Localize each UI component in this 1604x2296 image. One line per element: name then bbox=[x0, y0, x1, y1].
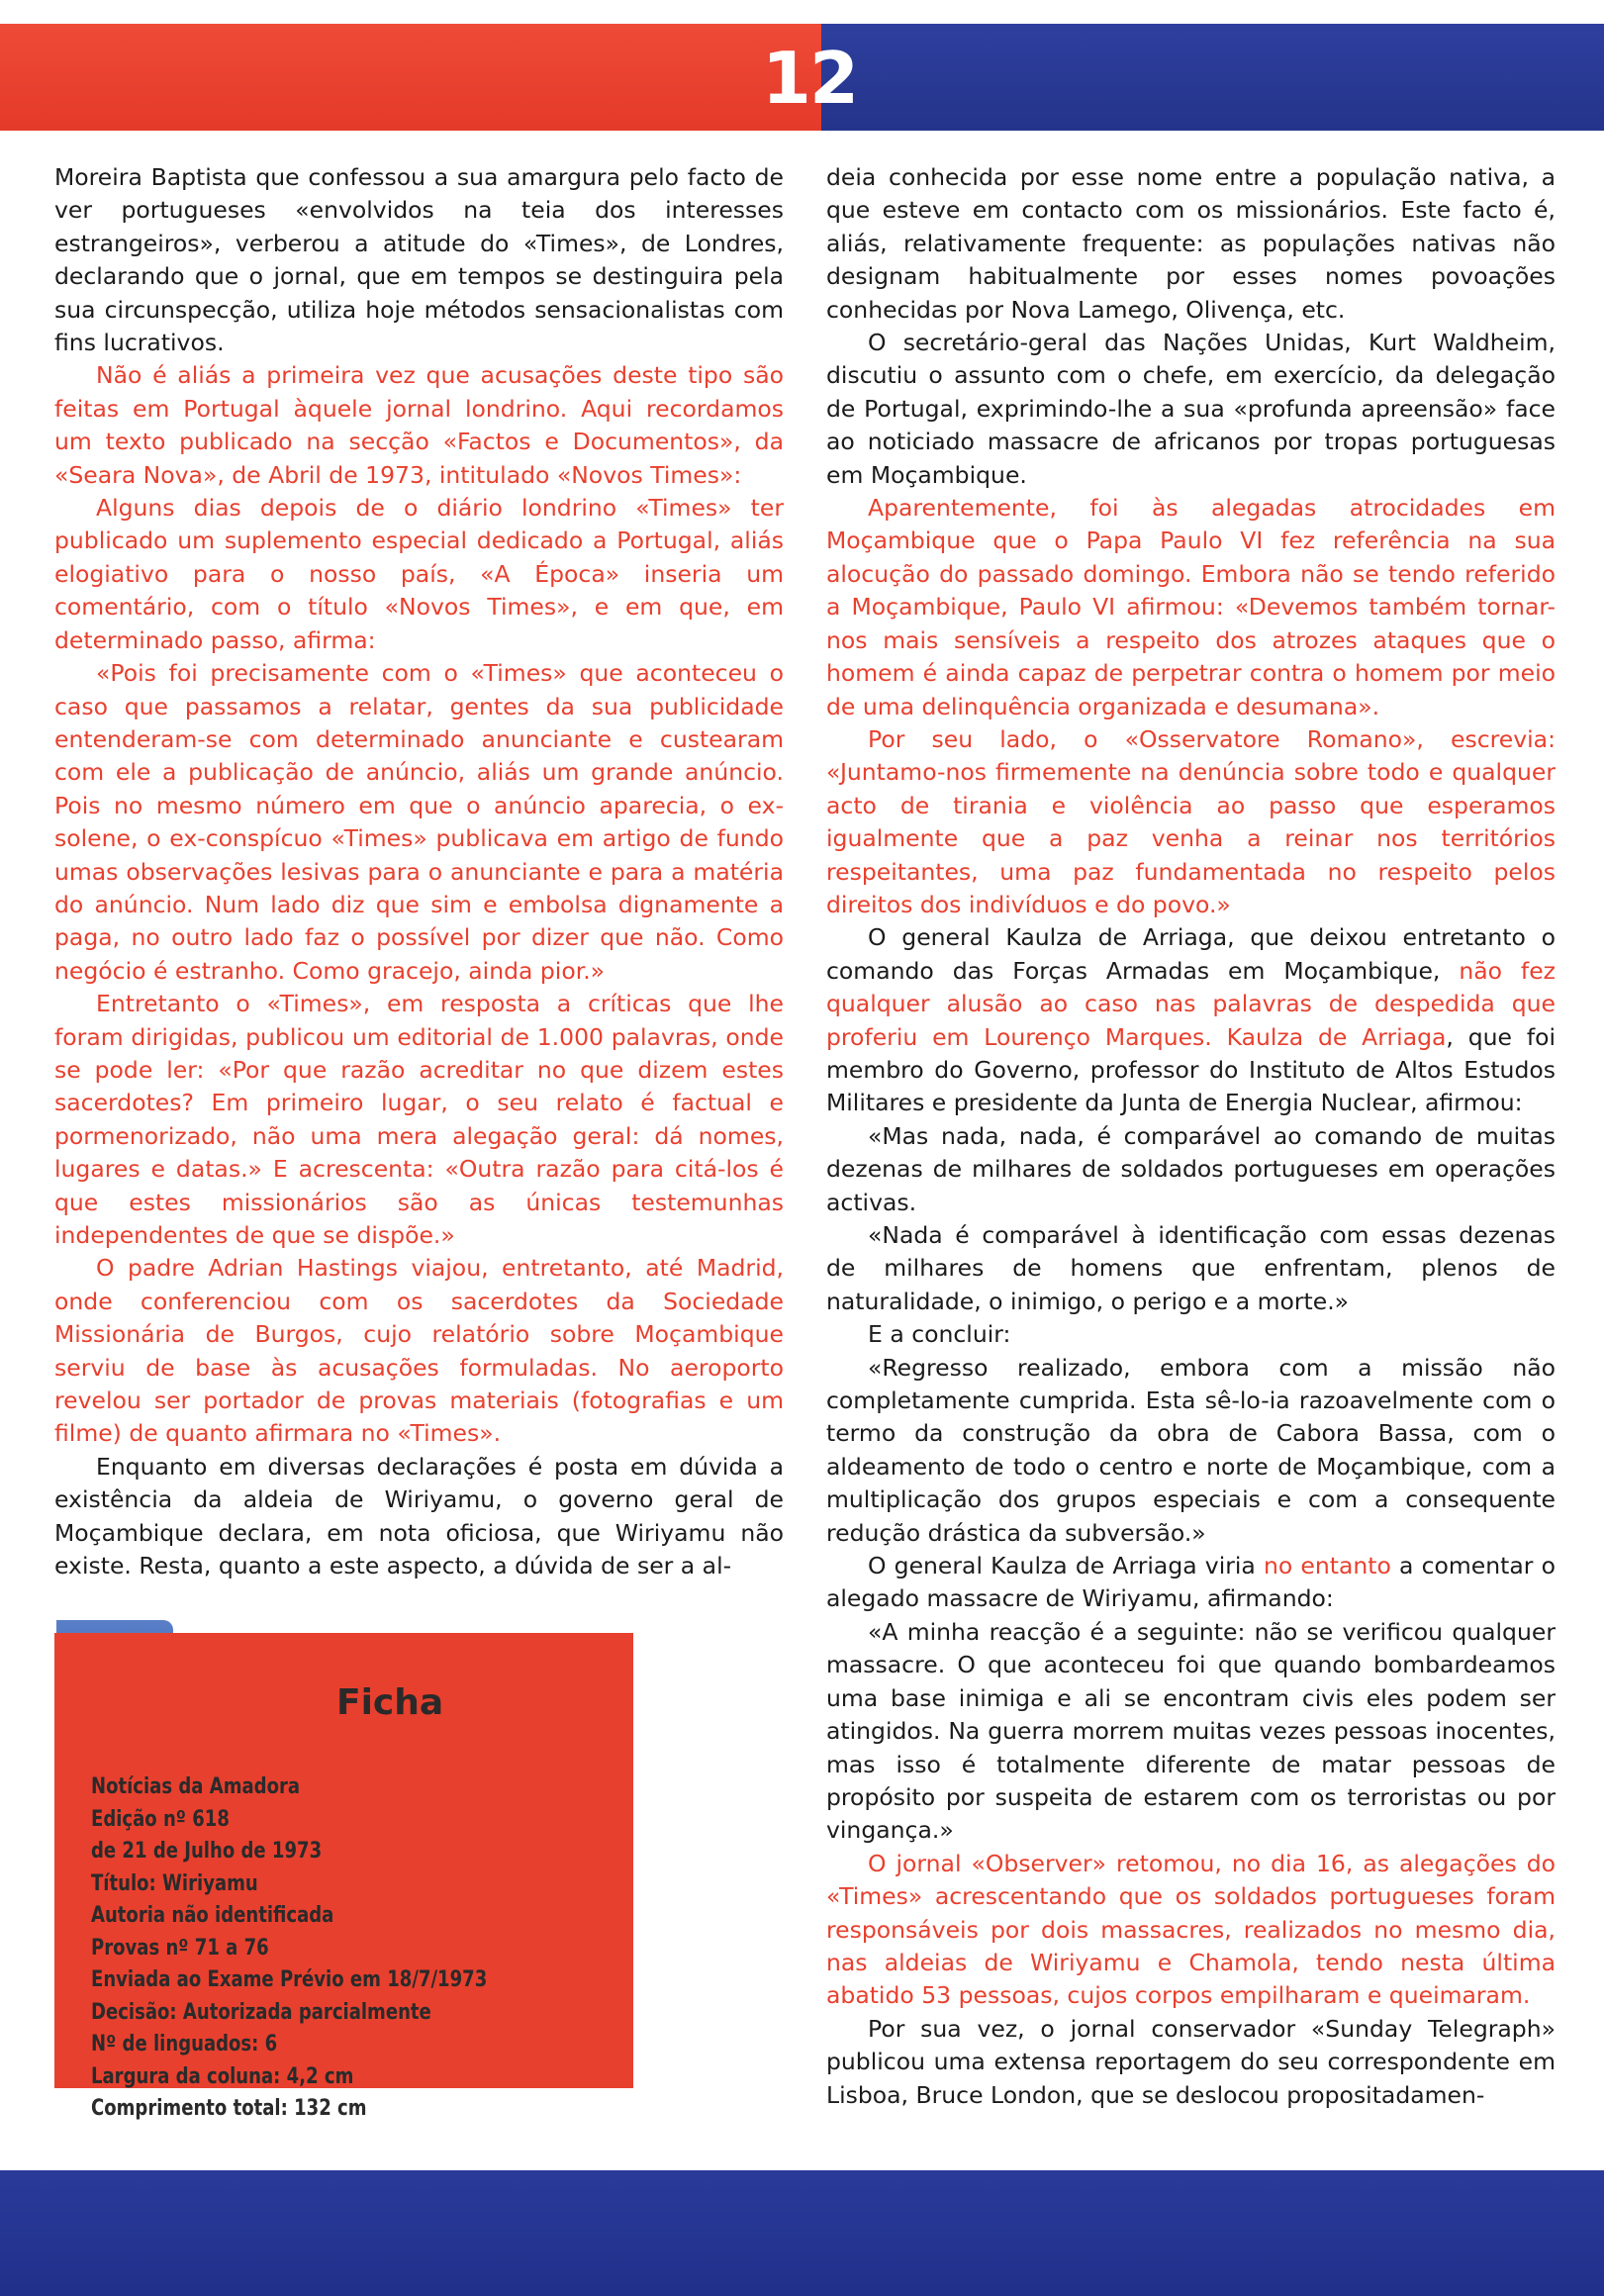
text-segment: «Mas nada, nada, é comparável ao comando de muitas dezenas de milhares de soldados portugueses em operações activas. bbox=[826, 1121, 1556, 1216]
right-paragraph bbox=[826, 1352, 1556, 1550]
left-paragraph: O padre Adrian Hastings viajou, entretanto, até Madrid, onde conferenciou com os sacerdotes da Sociedade Missionária de Burgos, cujo relatório sobre Moçambique serviu de base às acusações formuladas. No aeroporto revelou ser portador de provas materiais (fotografias e um filme) de quanto afirmara no «Times». bbox=[54, 1254, 784, 1448]
right-column bbox=[826, 161, 1556, 2112]
right-paragraph bbox=[826, 327, 1556, 492]
ficha-line: Provas nº 71 a 76 bbox=[91, 1935, 269, 1961]
left-paragraph: Não é aliás a primeira vez que acusações deste tipo são feitas em Portugal àquele jornal londrino. Aqui recordamos um texto publicado na secção «Factos e Documentos», da «Seara Nova», de Abril de 1973, intitulado «Novos Times»: bbox=[54, 361, 784, 489]
ficha-line: Título: Wiriyamu bbox=[91, 1870, 258, 1896]
ficha-line: Notícias da Amadora bbox=[91, 1774, 301, 1799]
header-band bbox=[0, 0, 1604, 131]
ficha-title: Ficha bbox=[336, 1682, 444, 1723]
right-paragraph bbox=[826, 921, 1556, 1119]
right-paragraph bbox=[826, 161, 1556, 327]
right-paragraph bbox=[826, 492, 1556, 723]
text-segment: E a concluir: bbox=[868, 1320, 1011, 1349]
right-paragraph bbox=[826, 1550, 1556, 1616]
text-segment: deia conhecida por esse nome entre a população nativa, a que esteve em contacto com os missionários. Este facto é, aliás, relativamente frequente: as populações nativas não designam habitualmente por esses nomes povoações conhecidas por Nova Lamego, Olivença, etc. bbox=[826, 163, 1556, 324]
right-paragraph bbox=[826, 1616, 1556, 1848]
right-paragraph bbox=[826, 1219, 1556, 1318]
page-number: 12 bbox=[761, 37, 858, 120]
ficha-line: Edição nº 618 bbox=[91, 1806, 230, 1832]
header-blue-block bbox=[821, 24, 1604, 131]
text-segment: não fez qualquer alusão ao caso nas palavras de despedida que proferiu em Lourenço Marques. Kaulza de Arriaga bbox=[826, 956, 1556, 1051]
text-segment: O jornal «Observer» retomou, no dia 16, as alegações do «Times» acrescentando que os soldados portugueses foram responsáveis por dois massacres, realizados no mesmo dia, nas aldeias de Wiriyamu e Chamola, tendo nesta última abatido 53 pessoas, cujos corpos empilharam e queimaram. bbox=[826, 1849, 1556, 2010]
right-paragraph bbox=[826, 723, 1556, 921]
left-paragraph: Entretanto o «Times», em resposta a críticas que lhe foram dirigidas, publicou um editorial de 1.000 palavras, onde se pode ler: «Por que razão acreditar no que dizem estes sacerdotes? Em primeiro lugar, o seu relato é factual e pormenorizado, não uma mera alegação geral: dá nomes, lugares e datas.» E acrescenta: «Outra razão para citá-los é que estes missionários são as únicas testemunhas independentes de que se dispõe.» bbox=[54, 990, 784, 1249]
ficha-line: Nº de linguados: 6 bbox=[91, 2032, 278, 2057]
text-segment: a comentar o alegado massacre de Wiriyamu, afirmando: bbox=[826, 1552, 1556, 1613]
left-paragraph: Enquanto em diversas declarações é posta em dúvida a existência da aldeia de Wiriyamu, o governo geral de Moçambique declara, em nota oficiosa, que Wiriyamu não existe. Resta, quanto a este aspecto, a dúvida de ser a al- bbox=[54, 1452, 784, 1580]
text-segment: Por sua vez, o jornal conservador «Sunday Telegraph» publicou uma extensa reportagem do seu correspondente em Lisboa, Bruce London, que se deslocou propositadamen- bbox=[826, 2014, 1556, 2109]
text-segment: Por seu lado, o «Osservatore Romano», escrevia: «Juntamo-nos firmemente na denúncia sobre todo e qualquer acto de tirania e violência ao passo que esperamos igualmente que a paz venha a reinar nos territórios respeitantes, uma paz fundamentada no respeito pelos direitos dos indivíduos e do povo.» bbox=[826, 724, 1556, 918]
left-paragraph: «Pois foi precisamente com o «Times» que aconteceu o caso que passamos a relatar, gentes da sua publicidade entenderam-se com determinado anunciante e custearam com ele a publicação de anúncio, aliás um grande anúncio. Pois no mesmo número em que o anúncio aparecia, o ex-solene, o ex-conspícuo «Times» publicava em artigo de fundo umas observações lesivas para o anunciante e para a matéria do anúncio. Num lado diz que sim e embolsa dignamente a paga, no outro lado faz o possível por dizer que não. Como negócio é estranho. Como gracejo, ainda pior.» bbox=[54, 659, 784, 985]
text-segment: «A minha reacção é a seguinte: não se verificou qualquer massacre. O que aconteceu foi que quando bombardeamos uma base inimiga e ali se encontram civis eles podem ser atingidos. Na guerra morrem muitas vezes pessoas inocentes, mas isso é totalmente diferente de matar pessoas de propósito por suspeita de estarem com os terroristas ou por vingança.» bbox=[826, 1617, 1556, 1845]
text-segment: , que foi membro do Governo, professor do Instituto de Altos Estudos Militares e presidente da Junta de Energia Nuclear, afirmou: bbox=[826, 1022, 1557, 1117]
right-paragraph bbox=[826, 1120, 1556, 1219]
right-paragraph bbox=[826, 1318, 1556, 1351]
text-segment: O secretário-geral das Nações Unidas, Kurt Waldheim, discutiu o assunto com o chefe, em exercício, da delegação de Portugal, exprimindo-lhe a sua «profunda apreensão» face ao noticiado massacre de africanos por tropas portuguesas em Moçambique. bbox=[826, 329, 1556, 489]
ficha-details bbox=[91, 1771, 521, 2126]
text-segment: «Regresso realizado, embora com a missão não completamente cumprida. Esta sê-lo-ia razoavelmente com o termo da construção da obra de Cabora Bassa, com o aldeamento de todo o centro e norte de Moçambique, com a multiplicação dos grupos especiais e com a consequente redução drástica da subversão.» bbox=[826, 1353, 1556, 1547]
footer-band bbox=[0, 2170, 1604, 2296]
ficha-line: de 21 de Julho de 1973 bbox=[91, 1839, 323, 1864]
ficha-line: Largura da coluna: 4,2 cm bbox=[91, 2063, 354, 2089]
text-segment: O general Kaulza de Arriaga viria bbox=[868, 1552, 1264, 1580]
ficha-line: Decisão: Autorizada parcialmente bbox=[91, 1999, 431, 2025]
left-column bbox=[54, 161, 784, 1582]
right-paragraph bbox=[826, 2013, 1556, 2112]
text-segment: O general Kaulza de Arriaga, que deixou entretanto o comando das Forças Armadas em Moçambique, bbox=[826, 923, 1556, 985]
text-segment: no entanto bbox=[1264, 1552, 1391, 1580]
left-paragraph: Moreira Baptista que confessou a sua amargura pelo facto de ver portugueses «envolvidos na teia dos interesses estrangeiros», verberou a atitude do «Times», de Londres, declarando que o jornal, que em tempos se destinguira pela sua circunspecção, utiliza hoje métodos sensacionalistas com fins lucrativos. bbox=[54, 163, 784, 357]
text-segment: «Nada é comparável à identificação com essas dezenas de milhares de homens que enfrentam, plenos de naturalidade, o inimigo, o perigo e a morte.» bbox=[826, 1221, 1556, 1315]
left-paragraph: Alguns dias depois de o diário londrino «Times» ter publicado um suplemento especial dedicado a Portugal, aliás elogiativo para o nosso país, «A Época» inseria um comentário, com o título «Novos Times», e em que, em determinado passo, afirma: bbox=[54, 494, 784, 654]
right-paragraph bbox=[826, 1848, 1556, 2013]
ficha-line: Autoria não identificada bbox=[91, 1903, 334, 1928]
ficha-line: Enviada ao Exame Prévio em 18/7/1973 bbox=[91, 1967, 488, 1992]
ficha-line: Comprimento total: 132 cm bbox=[91, 2096, 367, 2121]
header-red-block bbox=[0, 24, 821, 131]
text-segment: Aparentemente, foi às alegadas atrocidades em Moçambique que o Papa Paulo VI fez referência na sua alocução do passado domingo. Embora não se tendo referido a Moçambique, Paulo VI afirmou: «Devemos também tornar-nos mais sensíveis a respeito dos atrozes ataques que o homem é ainda capaz de perpetrar contra o homem por meio de uma delinquência organizada e desumana». bbox=[826, 494, 1556, 720]
